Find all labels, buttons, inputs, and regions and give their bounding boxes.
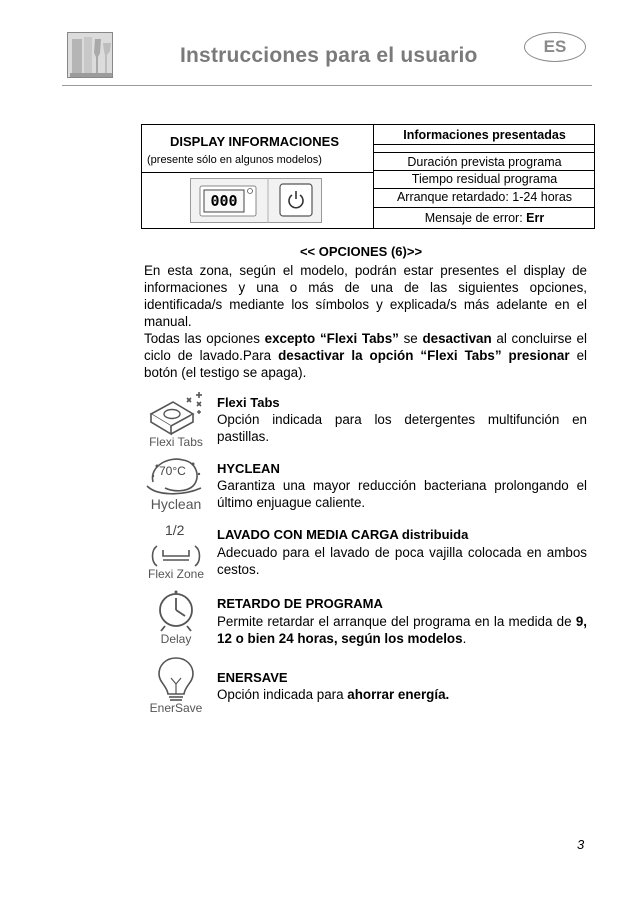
header-divider [62, 85, 592, 86]
info-row-delay: Arranque retardado: 1-24 horas [396, 190, 573, 204]
flexi-zone-icon [143, 520, 209, 582]
flexi-tabs-icon-label: Flexi Tabs [149, 435, 203, 449]
hyclean-icon [143, 452, 209, 514]
delay-icon-label: Delay [160, 632, 192, 646]
display-info-note: (presente sólo en algunos modelos) [147, 154, 322, 166]
info-row-duration: Duración prevista programa [407, 155, 562, 169]
options-heading: << OPCIONES (6)>> [299, 244, 423, 259]
table-row-divider [374, 144, 595, 145]
enersave-icon-label: EnerSave [149, 701, 203, 715]
table-row-divider [374, 152, 595, 153]
table-row-divider [374, 170, 595, 171]
enersave-icon [143, 654, 209, 716]
language-badge: ES [524, 32, 586, 62]
hyclean-icon-temp: 70°C [159, 464, 186, 478]
option-desc-flexi-tabs: Opción indicada para los detergentes multifunción en pastillas. [217, 412, 587, 444]
display-info-table [141, 124, 595, 229]
option-title-hyclean: HYCLEAN [217, 461, 280, 476]
flexi-zone-icon-fraction: 1/2 [165, 522, 185, 538]
dishwasher-logo-icon [67, 32, 113, 78]
option-desc-half-load: Adecuado para el lavado de poca vajilla colocada en ambos cestos. [217, 545, 587, 577]
table-row-divider [142, 172, 373, 173]
table-row-divider [374, 188, 595, 189]
delay-icon [143, 588, 209, 650]
option-desc-hyclean: Garantiza una mayor reducción bacteriana prolongando el último enjuague caliente. [217, 478, 587, 510]
table-row-divider [374, 207, 595, 208]
hyclean-icon-label: Hyclean [150, 496, 202, 512]
page-number: 3 [577, 837, 585, 852]
info-row-error: Mensaje de error: Err [424, 211, 545, 225]
option-title-enersave: ENERSAVE [217, 670, 288, 685]
options-deactivation-note: Todas las opciones excepto “Flexi Tabs” se desactivan al concluirse el ciclo de lavado.Para desactivar la opción “Flexi Tabs” presionar el botón (el testigo se apaga). [144, 331, 587, 380]
option-desc-delay: Permite retardar el arranque del programa en la medida de 9, 12 o bien 24 horas, según los modelos. [217, 614, 587, 646]
info-row-residual: Tiempo residual programa [411, 172, 558, 186]
options-intro: En esta zona, según el modelo, podrán estar presentes el display de informaciones y una o más de una de las siguientes opciones, identificada/s mediante los símbolos y explicada/s más adelante en el manual. [144, 263, 587, 329]
display-digits: 000 [210, 192, 238, 210]
option-title-half-load: LAVADO CON MEDIA CARGA distribuida [217, 527, 469, 542]
info-header: Informaciones presentadas [403, 128, 566, 142]
option-title-flexi-tabs: Flexi Tabs [217, 395, 280, 410]
display-panel-illustration [190, 178, 322, 223]
display-info-title: DISPLAY INFORMACIONES [170, 134, 340, 149]
option-desc-enersave: Opción indicada para ahorrar energía. [217, 687, 450, 702]
flexi-tabs-icon [143, 392, 209, 454]
page-title: Instrucciones para el usuario [180, 44, 478, 67]
flexi-zone-icon-label: Flexi Zone [147, 567, 205, 581]
option-title-delay: RETARDO DE PROGRAMA [217, 596, 383, 611]
